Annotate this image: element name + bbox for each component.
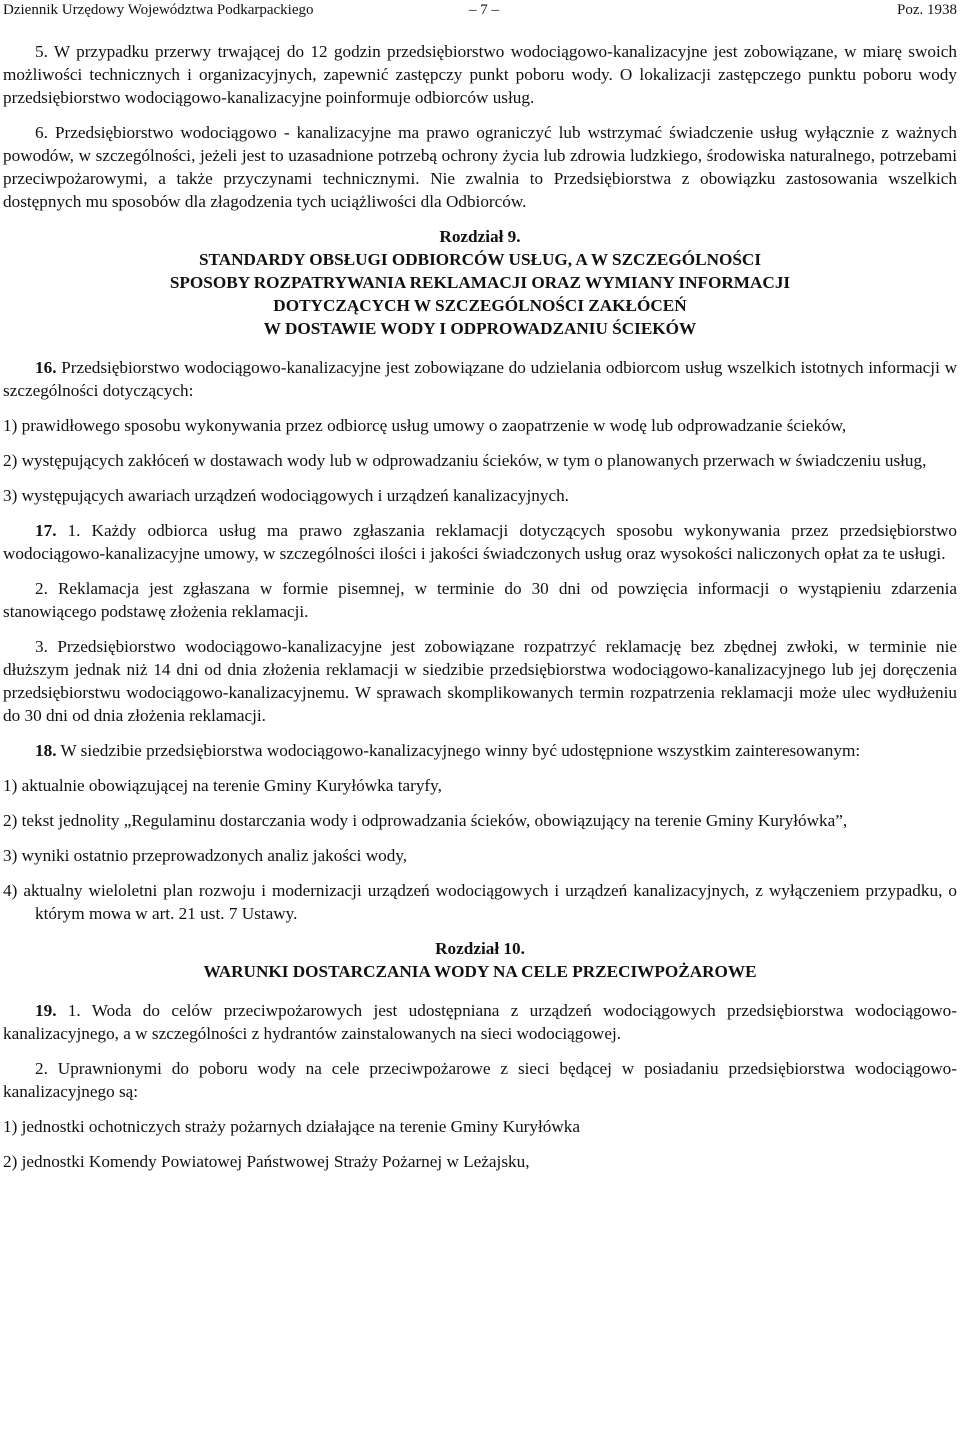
section-18-item-3: 3) wyniki ostatnio przeprowadzonych analiz jakości wody, — [3, 846, 408, 865]
paragraph-5: 5. W przypadku przerwy trwającej do 12 godzin przedsiębiorstwo wodociągowo-kanalizacyjne jest zobowiązane, w miarę swoich możliwości technicznych i organizacyjnych, zapewnić zastępczy punkt poboru wody. O lokalizacji zastępczego punktu poboru wody przedsiębiorstwo wodociągowo-kanalizacyjne poinformuje odbiorców usług. — [3, 42, 957, 107]
section-17 — [3, 519, 957, 565]
chapter-10-label: Rozdział 10. — [435, 939, 525, 958]
section-18 — [3, 739, 957, 762]
section-16-number: 16. — [35, 358, 57, 377]
section-19-paragraph-2: 2. Uprawnionymi do poboru wody na cele przeciwpożarowe z sieci będącej w posiadaniu przedsiębiorstwa wodociągowo-kanalizacyjnego są: — [3, 1059, 957, 1101]
section-17-paragraph-3: 3. Przedsiębiorstwo wodociągowo-kanalizacyjne jest zobowiązane rozpatrzyć reklamację bez zbędnej zwłoki, w terminie nie dłuższym jednak niż 14 dni od dnia złożenia reklamacji w siedzibie przedsiębiorstwa wodociągowo-kanalizacyjnego lub jej doręczenia przedsiębiorstwu wodociągowo-kanalizacyjnemu. W sprawach skomplikowanych termin rozpatrzenia reklamacji może ulec wydłużeniu do 30 dni od dnia złożenia reklamacji. — [3, 637, 957, 725]
chapter-9-label: Rozdział 9. — [439, 227, 521, 246]
document-body — [3, 40, 957, 1185]
chapter-10-title: WARUNKI DOSTARCZANIA WODY NA CELE PRZECIWPOŻAROWE — [203, 962, 757, 981]
section-17-number: 17. — [35, 521, 57, 540]
section-17-paragraph-2: 2. Reklamacja jest zgłaszana w formie pisemnej, w terminie do 30 dni od powzięcia informacji o wystąpieniu zdarzenia stanowiącego podstawę złożenia reklamacji. — [3, 579, 957, 621]
chapter-9-title-line-1: STANDARDY OBSŁUGI ODBIORCÓW USŁUG, A W SZCZEGÓLNOŚCI — [198, 250, 762, 269]
page-number: – 7 – — [469, 2, 499, 18]
chapter-9-title-line-2: SPOSOBY ROZPATRYWANIA REKLAMACJI ORAZ WYMIANY INFORMACJI — [169, 273, 791, 292]
section-19-item-1: 1) jednostki ochotniczych straży pożarnych działające na terenie Gminy Kuryłówka — [3, 1117, 580, 1136]
section-18-item-4: 4) aktualny wieloletni plan rozwoju i modernizacji urządzeń wodociągowych i urządzeń kanalizacyjnych, z wyłączeniem przypadku, o którym mowa w art. 21 ust. 7 Ustawy. — [3, 881, 957, 923]
section-18-item-1: 1) aktualnie obowiązującej na terenie Gminy Kuryłówka taryfy, — [3, 776, 442, 795]
section-19-item-2: 2) jednostki Komendy Powiatowej Państwowej Straży Pożarnej w Leżajsku, — [3, 1152, 530, 1171]
chapter-9-title-line-4: W DOSTAWIE WODY I ODPROWADZANIU ŚCIEKÓW — [263, 319, 697, 338]
position-number: Poz. 1938 — [897, 2, 957, 18]
section-16 — [3, 356, 957, 402]
page-header — [3, 0, 957, 22]
journal-title: Dziennik Urzędowy Województwa Podkarpackiego — [3, 2, 314, 18]
section-16-text: Przedsiębiorstwo wodociągowo-kanalizacyjne jest zobowiązane do udzielania odbiorcom usług wszelkich istotnych informacji w szczególności dotyczących: — [3, 358, 957, 400]
section-18-text: W siedzibie przedsiębiorstwa wodociągowo-kanalizacyjnego winny być udostępnione wszystkim zainteresowanym: — [56, 741, 861, 760]
paragraph-6: 6. Przedsiębiorstwo wodociągowo - kanalizacyjne ma prawo ograniczyć lub wstrzymać świadczenie usług wyłącznie z ważnych powodów, w szczególności, jeżeli jest to uzasadnione potrzebą ochrony życia lub zdrowia ludzkiego, środowiska naturalnego, potrzebami przeciwpożarowymi, a także przyczynami technicznymi. Nie zwalnia to Przedsiębiorstwa z obowiązku zastosowania wszelkich dostępnych mu sposobów dla złagodzenia tych uciążliwości dla Odbiorców. — [3, 123, 957, 211]
section-18-number: 18. — [35, 741, 57, 760]
section-19 — [3, 999, 957, 1045]
chapter-9-title-line-3: DOTYCZĄCYCH W SZCZEGÓLNOŚCI ZAKŁÓCEŃ — [273, 296, 687, 315]
section-16-item-1: 1) prawidłowego sposobu wykonywania przez odbiorcę usług umowy o zaopatrzenie w wodę lub odprowadzanie ścieków, — [3, 416, 847, 435]
section-17-text: 1. Każdy odbiorca usług ma prawo zgłaszania reklamacji dotyczących sposobu wykonywania przez przedsiębiorstwo wodociągowo-kanalizacyjne umowy, w szczególności ilości i jakości świadczonych usług oraz wysokości naliczonych opłat za te usługi. — [3, 521, 957, 563]
section-18-item-2: 2) tekst jednolity „Regulaminu dostarczania wody i odprowadzania ścieków, obowiązujący na terenie Gminy Kuryłówka”, — [3, 811, 848, 830]
section-19-number: 19. — [35, 1001, 57, 1020]
section-19-text: 1. Woda do celów przeciwpożarowych jest udostępniana z urządzeń wodociągowych przedsiębiorstwa wodociągowo-kanalizacyjnego, a w szczególności z hydrantów zainstalowanych na sieci wodociągowej. — [3, 1001, 957, 1043]
section-16-item-2: 2) występujących zakłóceń w dostawach wody lub w odprowadzaniu ścieków, w tym o planowanych przerwach w świadczeniu usług, — [3, 451, 927, 470]
section-16-item-3: 3) występujących awariach urządzeń wodociągowych i urządzeń kanalizacyjnych. — [3, 486, 569, 505]
